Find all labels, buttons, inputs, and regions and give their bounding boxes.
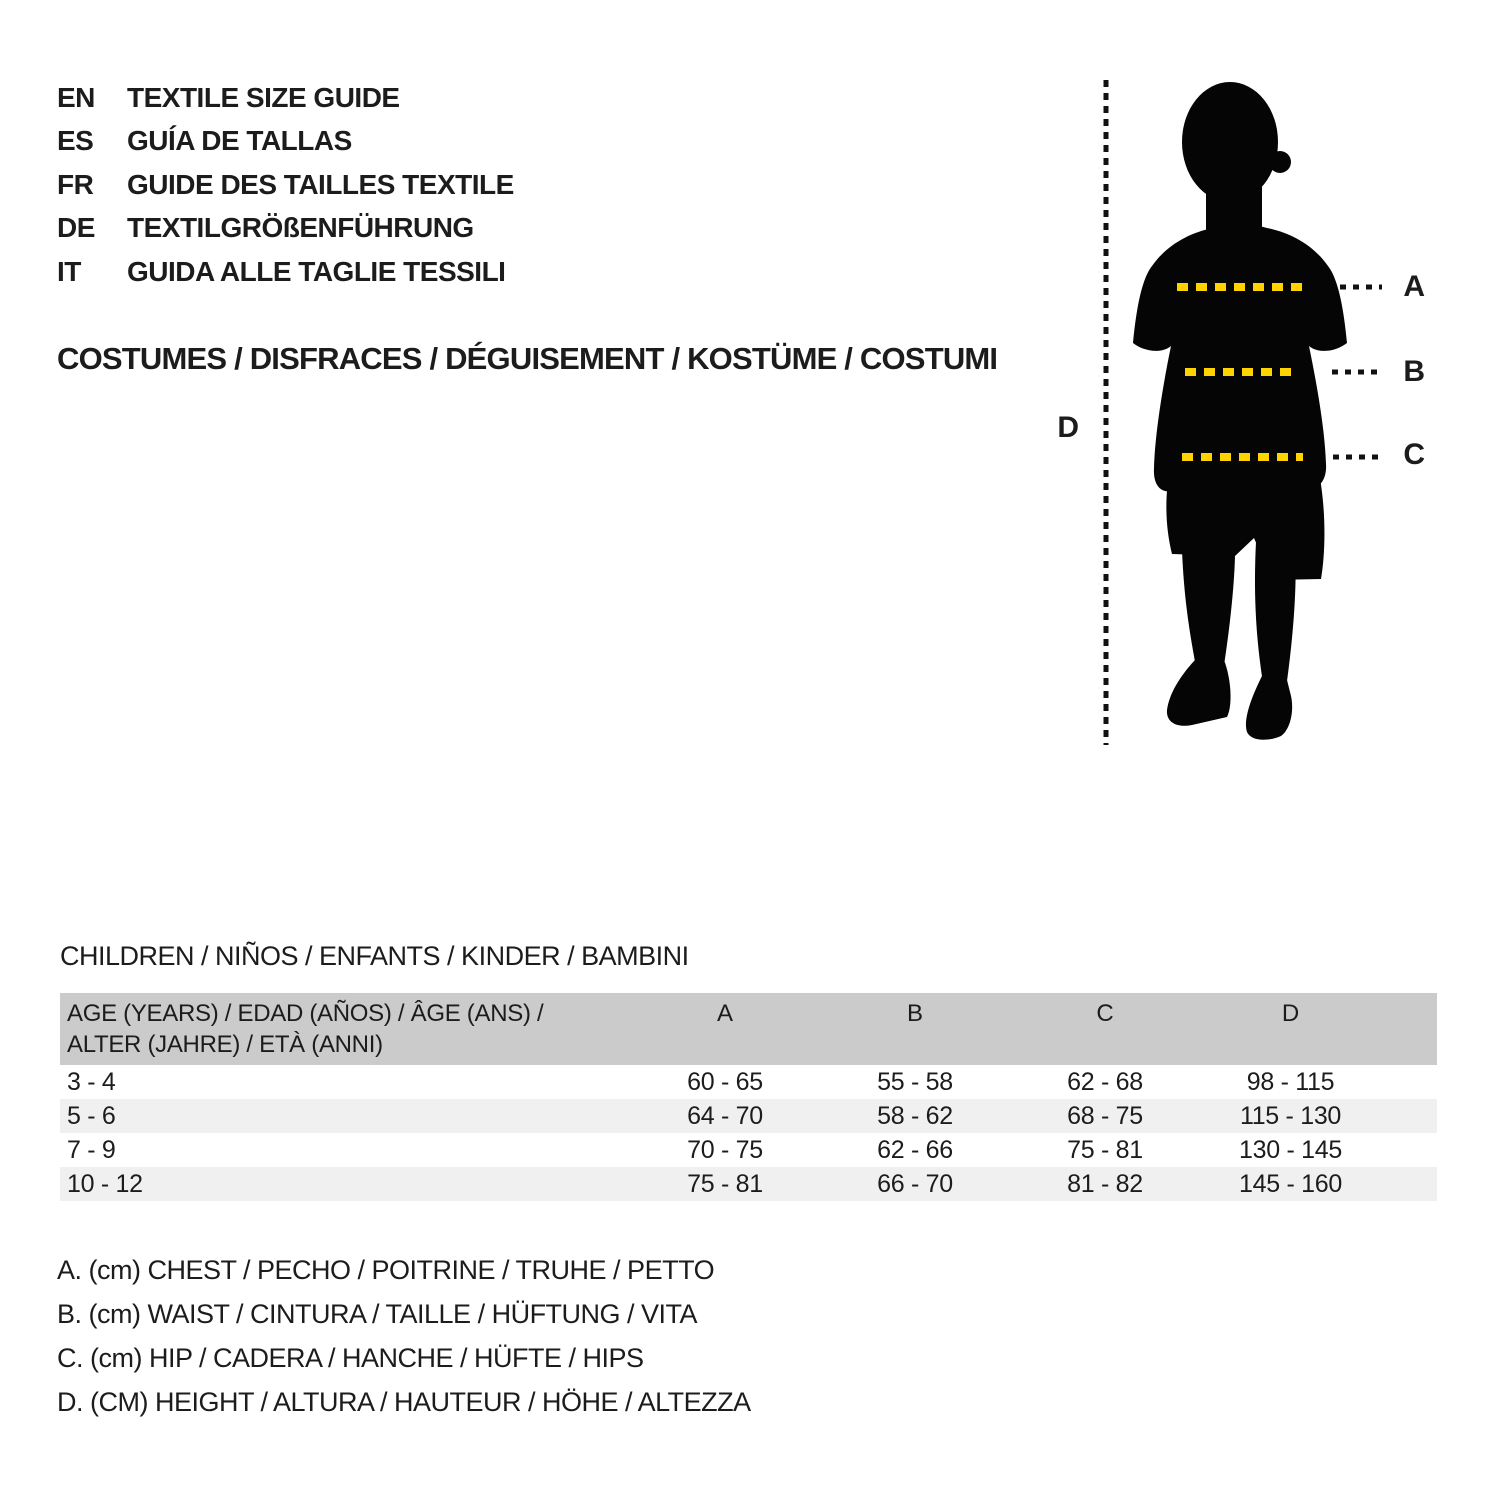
language-row-de	[57, 207, 514, 251]
language-title: GUIDA ALLE TAGLIE TESSILI	[127, 255, 506, 287]
language-title: TEXTILE SIZE GUIDE	[127, 81, 400, 113]
legend-chest: A. (cm) CHEST / PECHO / POITRINE / TRUHE / PETTO	[57, 1255, 715, 1285]
legend-waist: B. (cm) WAIST / CINTURA / TAILLE / HÜFTUNG / VITA	[57, 1299, 698, 1329]
language-code: DE	[57, 212, 95, 244]
waist-cell: 55 - 58	[877, 1067, 953, 1096]
chest-cell: 64 - 70	[687, 1101, 763, 1130]
category-title: COSTUMES / DISFRACES / DÉGUISEMENT / KOSTÜME / COSTUMI	[57, 341, 998, 376]
language-code: IT	[57, 255, 81, 287]
measurement-legend	[57, 1248, 751, 1424]
age-cell: 5 - 6	[67, 1101, 116, 1130]
table-section-title: CHILDREN / NIÑOS / ENFANTS / KINDER / BAMBINI	[60, 941, 689, 971]
table-row-age-3-4	[60, 1065, 1437, 1099]
language-row-it	[57, 250, 514, 294]
hip-cell: 81 - 82	[1067, 1169, 1143, 1198]
age-cell: 10 - 12	[67, 1169, 143, 1198]
language-code: ES	[57, 125, 94, 157]
chest-cell: 60 - 65	[687, 1067, 763, 1096]
language-row-en	[57, 76, 514, 120]
column-header-a: A	[716, 1000, 733, 1027]
height-cell: 145 - 160	[1239, 1169, 1342, 1198]
waist-cell: 62 - 66	[877, 1135, 953, 1164]
language-row-es	[57, 120, 514, 164]
column-header-c: C	[1096, 1000, 1114, 1027]
hip-cell: 68 - 75	[1067, 1101, 1143, 1130]
hip-cell: 75 - 81	[1067, 1135, 1143, 1164]
language-code: EN	[57, 81, 95, 113]
column-header-b: B	[906, 1000, 923, 1027]
height-cell: 115 - 130	[1239, 1101, 1342, 1130]
language-title: GUÍA DE TALLAS	[127, 125, 352, 157]
measure-label-c: C	[1403, 438, 1425, 471]
waist-cell: 58 - 62	[877, 1101, 953, 1130]
language-title: TEXTILGRÖßENFÜHRUNG	[127, 212, 474, 244]
measure-label-d: D	[1057, 411, 1079, 444]
language-title: GUIDE DES TAILLES TEXTILE	[127, 168, 514, 200]
age-header-line1: AGE (YEARS) / EDAD (AÑOS) / ÂGE (ANS) /	[67, 1000, 544, 1027]
child-silhouette	[1133, 82, 1347, 740]
height-cell: 98 - 115	[1246, 1067, 1335, 1096]
column-header-d: D	[1281, 1000, 1300, 1027]
height-cell: 130 - 145	[1239, 1135, 1342, 1164]
size-table-header-row	[60, 993, 1437, 1065]
child-silhouette-graphic	[1090, 60, 1390, 760]
waist-cell: 66 - 70	[877, 1169, 953, 1198]
measure-label-a: A	[1403, 270, 1425, 303]
language-row-fr	[57, 163, 514, 207]
measurement-figure	[1040, 60, 1500, 760]
chest-cell: 70 - 75	[687, 1135, 763, 1164]
table-row-age-10-12	[60, 1167, 1437, 1201]
size-table	[60, 993, 1437, 1201]
legend-height: D. (CM) HEIGHT / ALTURA / HAUTEUR / HÖHE / ALTEZZA	[57, 1387, 751, 1417]
age-cell: 7 - 9	[67, 1135, 116, 1164]
table-row-age-5-6	[60, 1099, 1437, 1133]
legend-hip: C. (cm) HIP / CADERA / HANCHE / HÜFTE / HIPS	[57, 1343, 644, 1373]
hip-cell: 62 - 68	[1067, 1067, 1143, 1096]
chest-cell: 75 - 81	[687, 1169, 763, 1198]
age-column-header	[60, 993, 630, 1060]
age-header-line2: ALTER (JAHRE) / ETÀ (ANNI)	[67, 1031, 383, 1058]
table-row-age-7-9	[60, 1133, 1437, 1167]
language-list	[57, 76, 514, 294]
language-code: FR	[57, 168, 94, 200]
age-cell: 3 - 4	[67, 1067, 116, 1096]
measure-label-b: B	[1403, 355, 1425, 388]
